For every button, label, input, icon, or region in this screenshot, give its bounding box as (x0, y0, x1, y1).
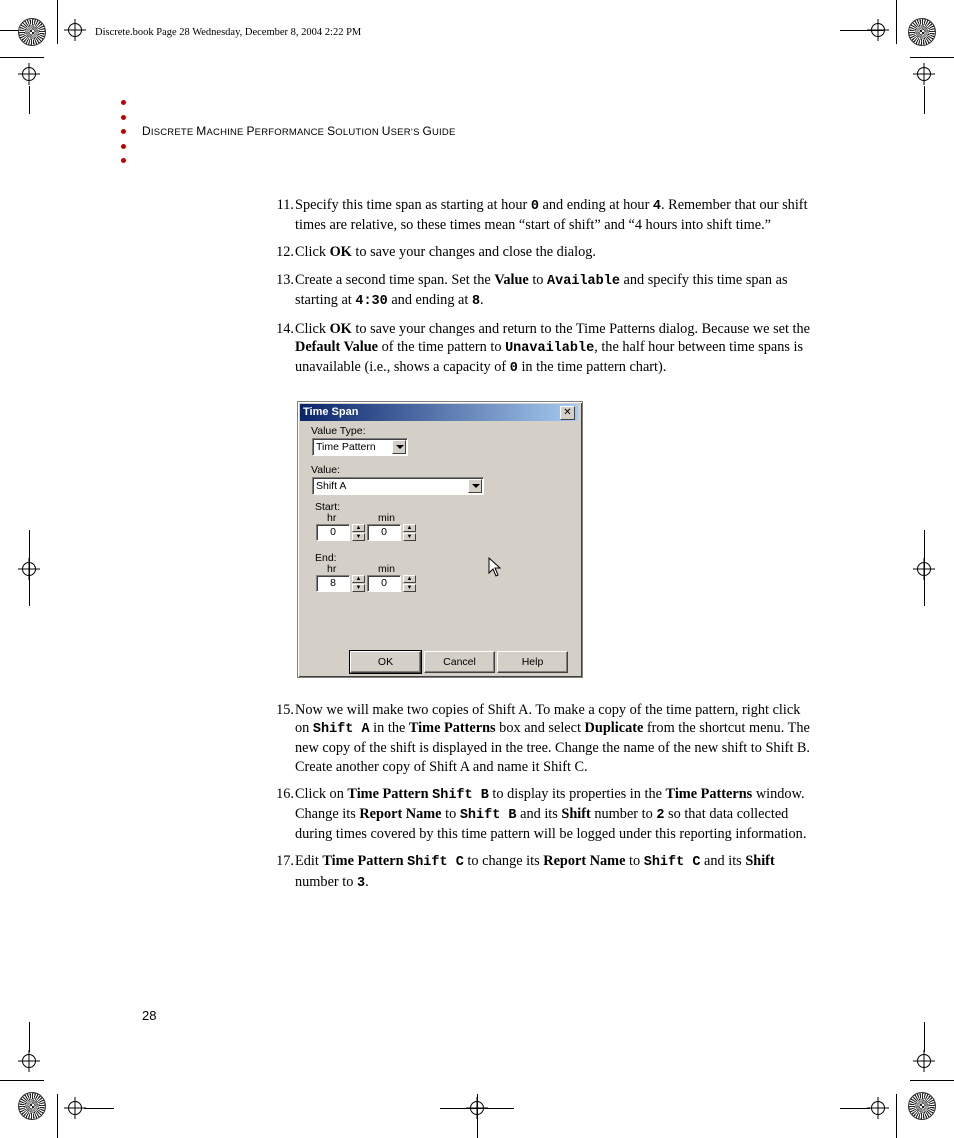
end-label: End: (315, 552, 337, 564)
start-label: Start: (315, 501, 341, 513)
value-label: Value: (311, 464, 340, 476)
step-12: 12. Click OK to save your changes and close the dialog. (276, 244, 596, 261)
spin-up-icon[interactable]: ▲ (403, 575, 416, 583)
step-16: 16. Click on Time Pattern Shift B to display its properties in the Time Patterns window. Change its Report Name to Shift B and its Shift number to 2 so that data collected during times covered by this time pattern will be logged under this reporting information. (276, 785, 807, 843)
close-button[interactable]: ✕ (560, 406, 575, 420)
spin-down-icon[interactable]: ▼ (352, 584, 365, 592)
end-hr-input[interactable]: 8 (316, 575, 350, 592)
start-min-input[interactable]: 0 (367, 524, 401, 541)
registration-target-icon (68, 23, 82, 37)
start-min-spinner[interactable] (403, 524, 416, 541)
end-min-spinner[interactable] (403, 575, 416, 592)
spin-up-icon[interactable]: ▲ (352, 575, 365, 583)
registration-star-icon (908, 18, 936, 46)
start-min-label: min (378, 512, 395, 524)
value-select[interactable] (312, 477, 484, 495)
step-13: 13. Create a second time span. Set the Value to Available and specify this time span as starting at 4:30 and ending at 8. (276, 271, 788, 309)
end-min-label: min (378, 563, 395, 575)
dropdown-arrow-icon[interactable] (392, 440, 406, 454)
spin-down-icon[interactable]: ▼ (403, 584, 416, 592)
page-number: 28 (142, 1008, 157, 1023)
ok-button[interactable]: OK (350, 651, 421, 673)
value-selected: Shift A (316, 480, 347, 492)
end-min-input[interactable]: 0 (367, 575, 401, 592)
bullet-dot (121, 115, 126, 120)
steps-list-top (270, 196, 815, 388)
cancel-button[interactable]: Cancel (424, 651, 495, 673)
registration-star-icon (908, 1092, 936, 1120)
registration-target-icon (871, 1101, 885, 1115)
spin-up-icon[interactable]: ▲ (403, 524, 416, 532)
registration-star-icon (18, 18, 46, 46)
registration-target-icon (22, 1054, 36, 1068)
steps-list-bottom (270, 701, 815, 902)
end-hr-spinner[interactable] (352, 575, 365, 592)
spin-down-icon[interactable]: ▼ (403, 533, 416, 541)
spin-up-icon[interactable]: ▲ (352, 524, 365, 532)
registration-star-icon (18, 1092, 46, 1120)
mouse-pointer-icon (488, 557, 502, 579)
time-span-dialog (297, 401, 583, 678)
registration-target-icon (917, 1054, 931, 1068)
registration-target-icon (22, 67, 36, 81)
end-hr-label: hr (327, 563, 337, 575)
bullet-dot (121, 144, 126, 149)
value-type-label: Value Type: (311, 425, 366, 437)
start-hr-label: hr (327, 512, 337, 524)
step-11: 11. Specify this time span as starting at hour 0 and ending at hour 4. Remember that our shift times are relative, so these times mean “start of shift” and “4 hours into shift time.” (276, 197, 808, 234)
step-14: 14. Click OK to save your changes and return to the Time Patterns dialog. Because we set the Default Value of the time pattern to Unavailable, the half hour between time spans is unavailable (i.e., shows a capacity of 0 in the time pattern chart). (276, 321, 810, 377)
start-hr-input[interactable]: 0 (316, 524, 350, 541)
dialog-titlebar (300, 404, 578, 421)
step-15: 15. Now we will make two copies of Shift A. To make a copy of the time pattern, right click on Shift A in the Time Patterns box and select Duplicate from the shortcut menu. The new copy of the shift is displayed in the tree. Change the name of the new shift to Shift B. Create another copy of Shift A and name it Shift C. (276, 702, 810, 775)
value-type-select[interactable] (312, 438, 408, 456)
bullet-dot (121, 158, 126, 163)
registration-target-icon (68, 1101, 82, 1115)
registration-target-icon (917, 67, 931, 81)
running-header: DISCRETE MACHINE PERFORMANCE SOLUTION USER’S GUIDE (142, 124, 456, 138)
print-slug: Discrete.book Page 28 Wednesday, December 8, 2004 2:22 PM (95, 27, 362, 38)
help-button[interactable]: Help (497, 651, 568, 673)
start-hr-spinner[interactable] (352, 524, 365, 541)
dropdown-arrow-icon[interactable] (468, 479, 482, 493)
step-17: 17. Edit Time Pattern Shift C to change its Report Name to Shift C and its Shift number to 3. (276, 853, 775, 891)
bullet-dot (121, 100, 126, 105)
bullet-dot (121, 129, 126, 134)
spin-down-icon[interactable]: ▼ (352, 533, 365, 541)
value-type-selected: Time Pattern (316, 441, 376, 453)
dialog-title: Time Span (303, 406, 359, 418)
